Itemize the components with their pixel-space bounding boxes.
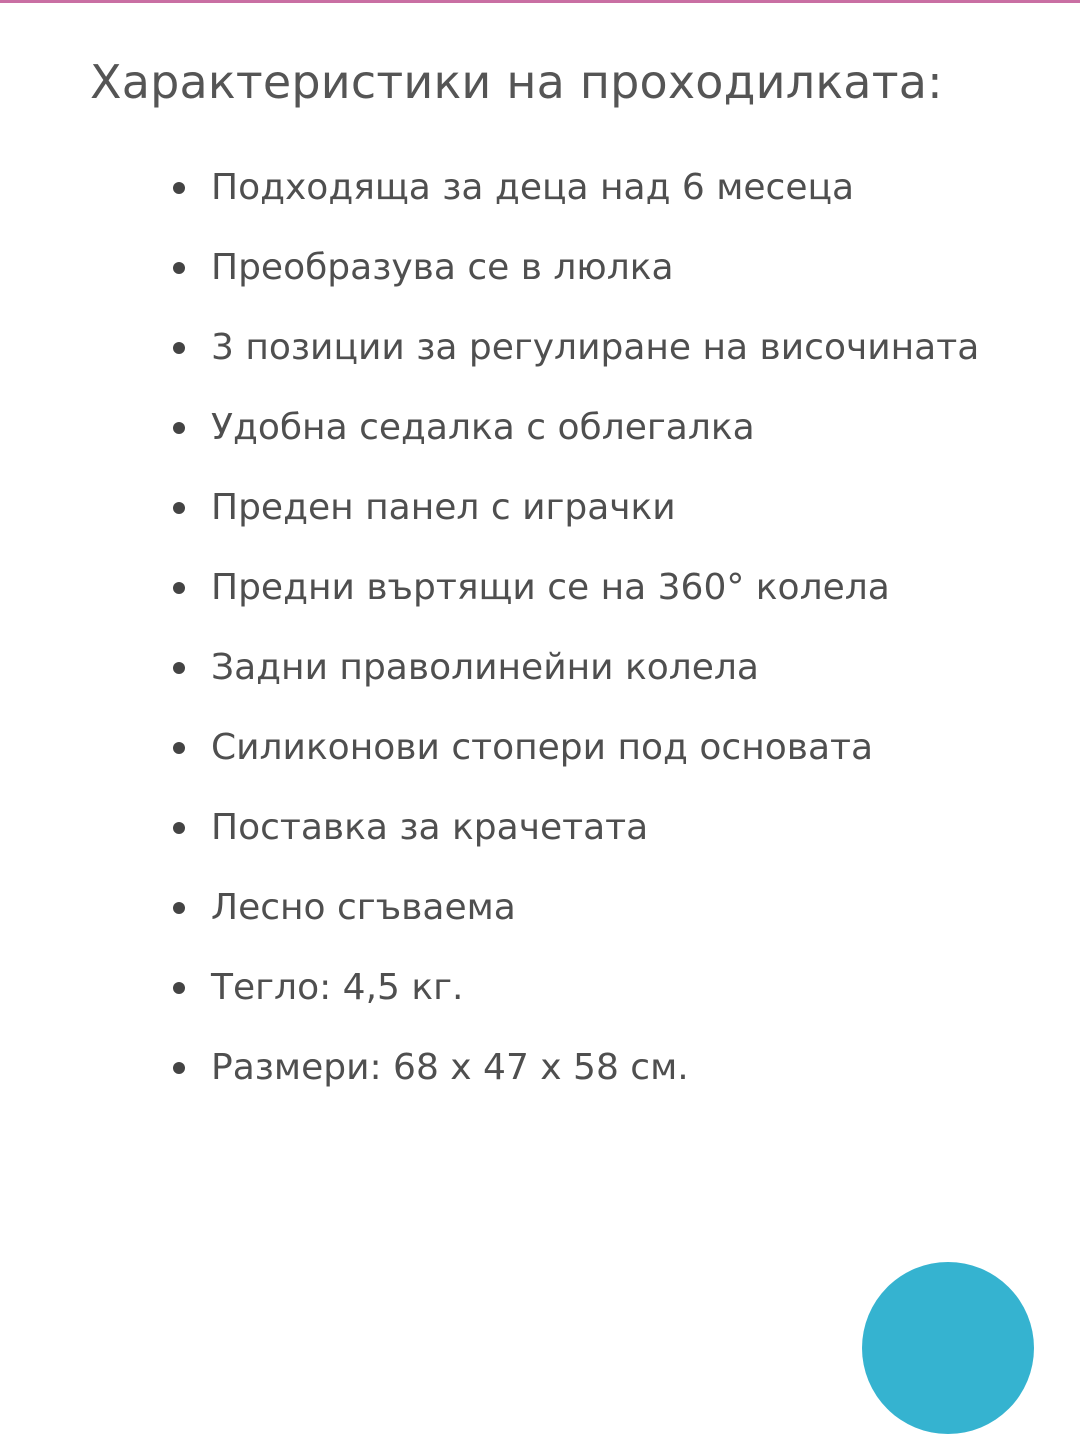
feature-text: Преден панел с играчки bbox=[211, 487, 676, 528]
feature-text: Удобна седалка с облегалка bbox=[211, 407, 755, 448]
bullet-icon bbox=[173, 822, 185, 834]
list-item bbox=[90, 954, 991, 1022]
feature-text: Предни въртящи се на 360° колела bbox=[211, 567, 890, 608]
feature-text: Задни праволинейни колела bbox=[211, 647, 759, 688]
list-item bbox=[90, 794, 991, 862]
list-item bbox=[90, 554, 991, 622]
bullet-icon bbox=[173, 342, 185, 354]
feature-text: Подходяща за деца над 6 месеца bbox=[211, 167, 855, 208]
feature-text: Силиконови стопери под основата bbox=[211, 727, 874, 768]
feature-text: Поставка за крачетата bbox=[211, 807, 649, 848]
list-item bbox=[90, 634, 991, 702]
list-item bbox=[90, 314, 991, 382]
bullet-icon bbox=[173, 422, 185, 434]
list-item bbox=[90, 874, 991, 942]
feature-list bbox=[90, 154, 1030, 1102]
feature-text: 3 позиции за регулиране на височината bbox=[211, 327, 980, 368]
product-features-section bbox=[90, 46, 1030, 1114]
bullet-icon bbox=[173, 182, 185, 194]
bullet-icon bbox=[173, 502, 185, 514]
list-item bbox=[90, 474, 991, 542]
top-accent-line bbox=[0, 0, 1080, 3]
list-item bbox=[90, 394, 991, 462]
bullet-icon bbox=[173, 742, 185, 754]
feature-text: Преобразува се в люлка bbox=[211, 247, 674, 288]
feature-text: Лесно сгъваема bbox=[211, 887, 516, 928]
bullet-icon bbox=[173, 262, 185, 274]
bullet-icon bbox=[173, 1062, 185, 1074]
bullet-icon bbox=[173, 662, 185, 674]
bullet-icon bbox=[173, 982, 185, 994]
feature-text: Размери: 68 x 47 x 58 см. bbox=[211, 1047, 689, 1088]
list-item bbox=[90, 154, 991, 222]
bullet-icon bbox=[173, 582, 185, 594]
feature-text: Тегло: 4,5 кг. bbox=[211, 967, 464, 1008]
chat-button[interactable] bbox=[862, 1262, 1034, 1434]
section-title: Характеристики на проходилката: bbox=[90, 55, 943, 109]
bullet-icon bbox=[173, 902, 185, 914]
list-item bbox=[90, 714, 991, 782]
list-item bbox=[90, 234, 991, 302]
list-item bbox=[90, 1034, 991, 1102]
